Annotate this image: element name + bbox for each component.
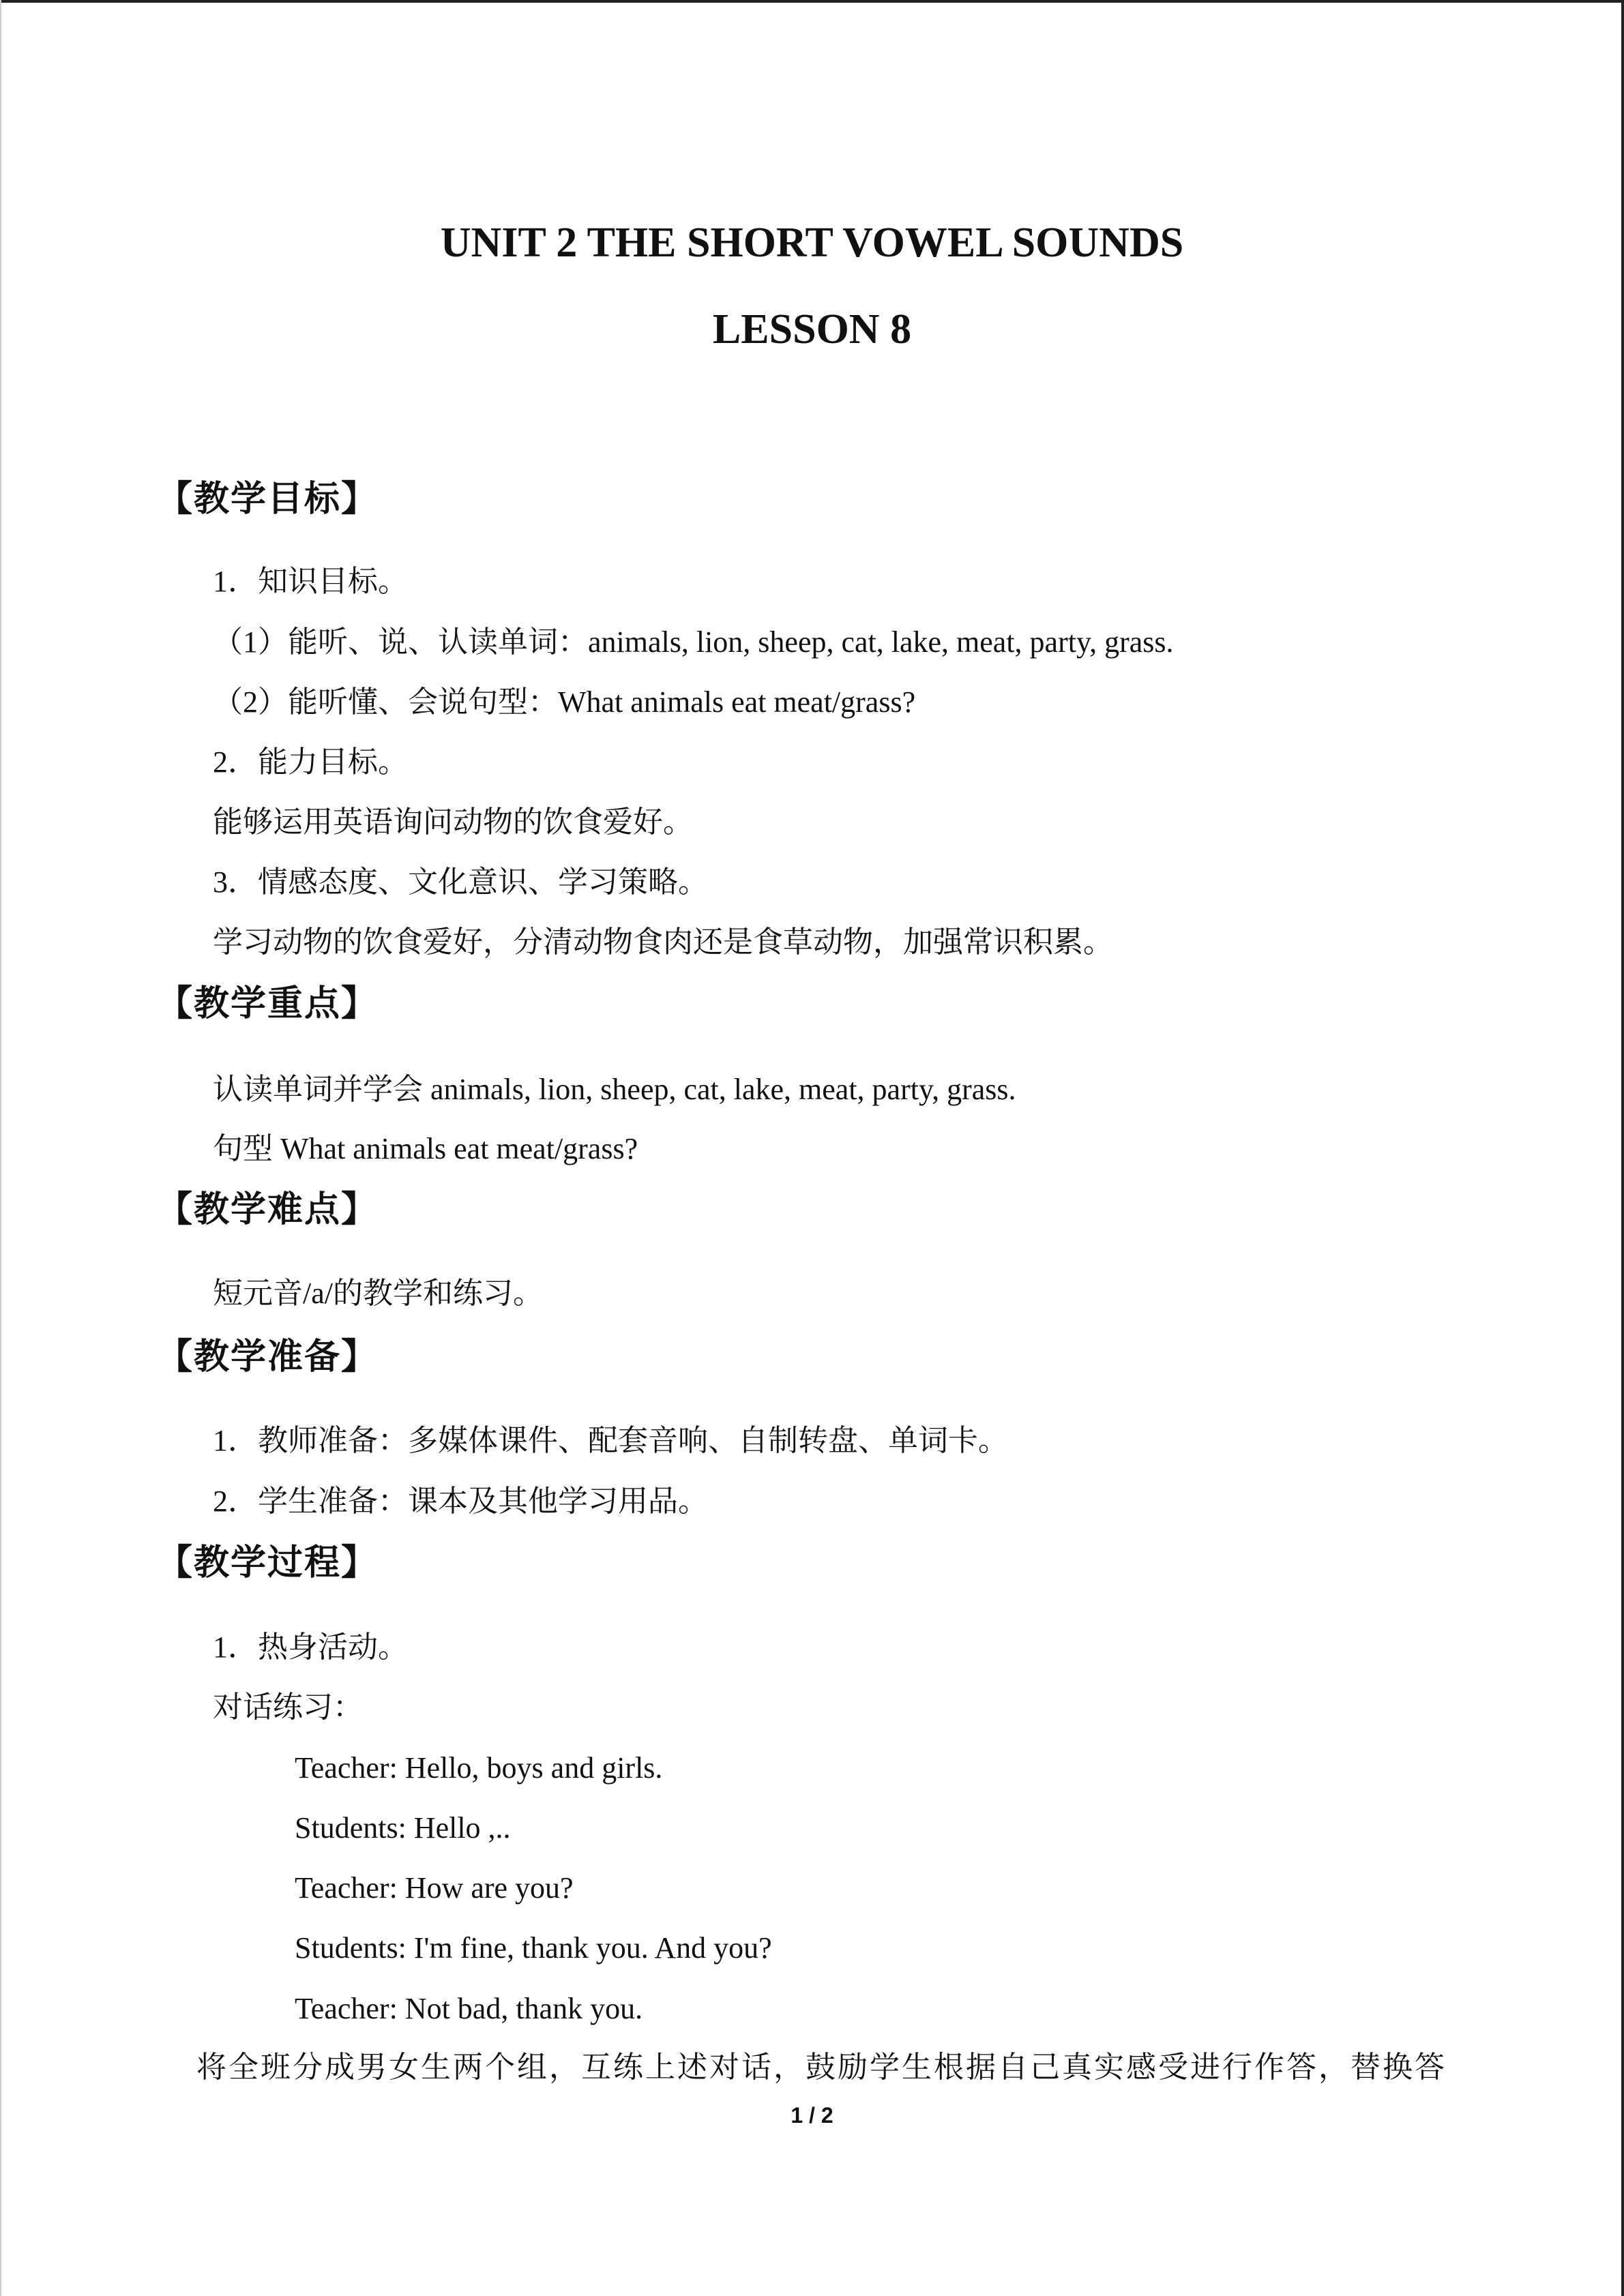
dialogue-line: Teacher: How are you? [295,1871,574,1905]
key-point-line: 句型 What animals eat meat/grass? [213,1132,638,1165]
key-point-line: 认读单词并学会 animals, lion, sheep, cat, lake, meat, party, grass. [213,1073,1016,1106]
process-line: 1．热身活动。 [213,1630,408,1664]
dialogue-line: Teacher: Not bad, thank you. [295,1992,643,2025]
dialogue-line: Teacher: Hello, boys and girls. [295,1751,663,1785]
objective-line: 1．知识目标。 [213,565,408,598]
process-paragraph: 将全班分成男女生两个组，互练上述对话，鼓励学生根据自己真实感受进行作答，替换答 [196,2051,1447,2084]
document-subtitle: LESSON 8 [712,306,912,353]
dialogue-line: Students: I'm fine, thank you. And you? [295,1931,772,1965]
objective-line: 3．情感态度、文化意识、学习策略。 [213,865,708,899]
preparation-line: 2．学生准备：课本及其他学习用品。 [213,1485,708,1518]
section-heading-key-points: 【教学重点】 [157,983,379,1024]
process-line: 对话练习： [213,1690,363,1724]
page-top-border [0,0,1624,3]
page-number: 1 / 2 [791,2103,833,2128]
section-heading-process: 【教学过程】 [157,1542,379,1583]
dialogue-line: Students: Hello ,.. [295,1811,511,1845]
objective-line: （1）能听、说、认读单词：animals, lion, sheep, cat, lake, meat, party, grass. [213,625,1174,659]
objective-line: 能够运用英语询问动物的饮食爱好。 [213,805,693,839]
objective-line: 学习动物的饮食爱好，分清动物食肉还是食草动物，加强常识积累。 [213,925,1113,959]
preparation-line: 1．教师准备：多媒体课件、配套音响、自制转盘、单词卡。 [213,1424,1008,1457]
objective-line: （2）能听懂、会说句型：What animals eat meat/grass? [213,685,916,719]
document-title: UNIT 2 THE SHORT VOWEL SOUNDS [440,220,1184,266]
difficulty-line: 短元音/a/的教学和练习。 [213,1277,543,1310]
section-heading-difficulties: 【教学难点】 [157,1189,379,1230]
section-heading-objectives: 【教学目标】 [157,479,379,520]
section-heading-preparation: 【教学准备】 [157,1337,379,1377]
objective-line: 2．能力目标。 [213,745,408,779]
